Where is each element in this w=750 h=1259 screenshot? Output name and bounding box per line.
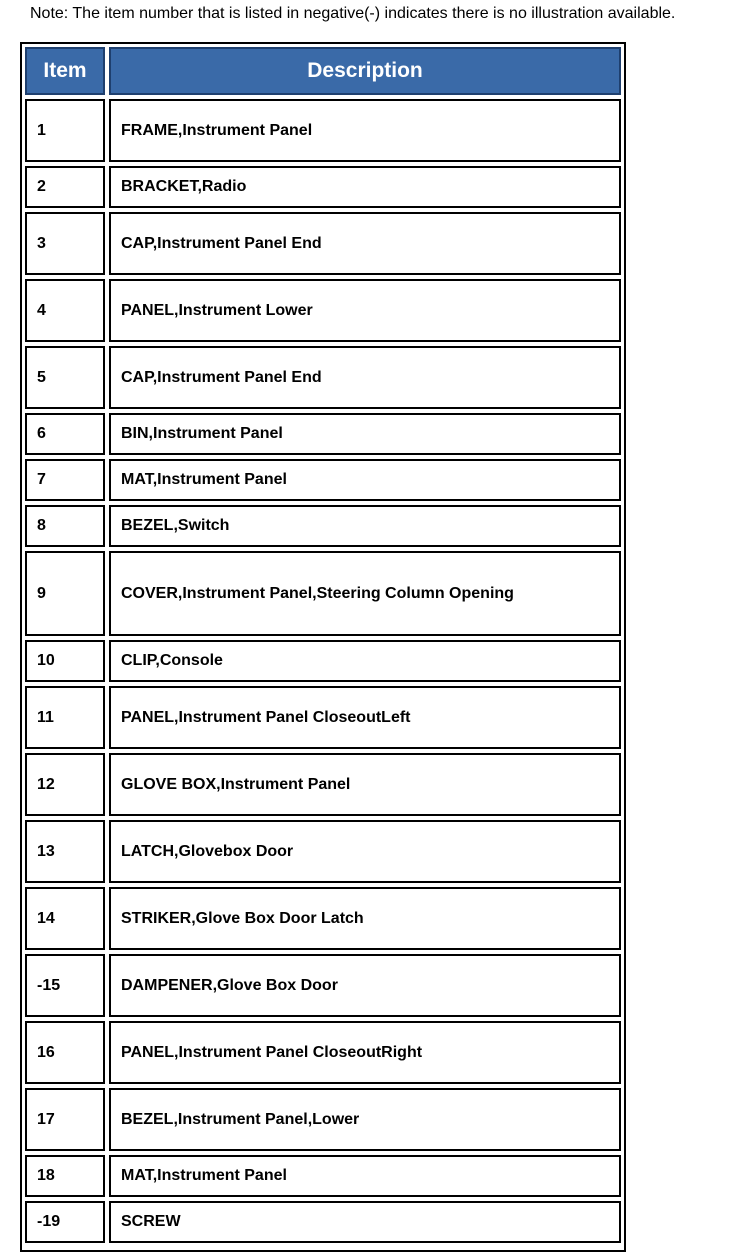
item-number-cell: -15 <box>25 954 105 1017</box>
description-cell: PANEL,Instrument Lower <box>109 279 621 342</box>
parts-table-body <box>25 99 621 1243</box>
table-row <box>25 686 621 749</box>
description-cell: CAP,Instrument Panel End <box>109 346 621 409</box>
item-number-cell: 3 <box>25 212 105 275</box>
column-header-item: Item <box>25 47 105 95</box>
parts-table <box>21 43 625 1247</box>
table-row <box>25 954 621 1017</box>
item-number-cell: 7 <box>25 459 105 501</box>
table-row <box>25 1201 621 1243</box>
table-row <box>25 1021 621 1084</box>
table-row <box>25 1088 621 1151</box>
item-number-cell: 13 <box>25 820 105 883</box>
description-cell: COVER,Instrument Panel,Steering Column Opening <box>109 551 621 636</box>
description-cell: LATCH,Glovebox Door <box>109 820 621 883</box>
description-cell: STRIKER,Glove Box Door Latch <box>109 887 621 950</box>
description-cell: CAP,Instrument Panel End <box>109 212 621 275</box>
table-row <box>25 1155 621 1197</box>
table-row <box>25 505 621 547</box>
table-row <box>25 887 621 950</box>
table-row <box>25 99 621 162</box>
table-row <box>25 166 621 208</box>
item-number-cell: -19 <box>25 1201 105 1243</box>
item-number-cell: 11 <box>25 686 105 749</box>
illustration-note: Note: The item number that is listed in negative(-) indicates there is no illustration available. <box>30 5 676 22</box>
table-row <box>25 413 621 455</box>
table-row <box>25 212 621 275</box>
item-number-cell: 18 <box>25 1155 105 1197</box>
description-cell: PANEL,Instrument Panel CloseoutRight <box>109 1021 621 1084</box>
table-row <box>25 346 621 409</box>
item-number-cell: 17 <box>25 1088 105 1151</box>
description-cell: PANEL,Instrument Panel CloseoutLeft <box>109 686 621 749</box>
table-header-row <box>25 47 621 95</box>
table-row <box>25 459 621 501</box>
description-cell: BEZEL,Instrument Panel,Lower <box>109 1088 621 1151</box>
table-row <box>25 640 621 682</box>
table-row <box>25 551 621 636</box>
description-cell: CLIP,Console <box>109 640 621 682</box>
table-row <box>25 820 621 883</box>
item-number-cell: 9 <box>25 551 105 636</box>
item-number-cell: 16 <box>25 1021 105 1084</box>
description-cell: FRAME,Instrument Panel <box>109 99 621 162</box>
description-cell: GLOVE BOX,Instrument Panel <box>109 753 621 816</box>
item-number-cell: 8 <box>25 505 105 547</box>
item-number-cell: 14 <box>25 887 105 950</box>
table-row <box>25 753 621 816</box>
description-cell: DAMPENER,Glove Box Door <box>109 954 621 1017</box>
description-cell: BIN,Instrument Panel <box>109 413 621 455</box>
description-cell: MAT,Instrument Panel <box>109 459 621 501</box>
item-number-cell: 1 <box>25 99 105 162</box>
description-cell: MAT,Instrument Panel <box>109 1155 621 1197</box>
description-cell: BRACKET,Radio <box>109 166 621 208</box>
item-number-cell: 6 <box>25 413 105 455</box>
description-cell: SCREW <box>109 1201 621 1243</box>
item-number-cell: 5 <box>25 346 105 409</box>
item-number-cell: 2 <box>25 166 105 208</box>
item-number-cell: 4 <box>25 279 105 342</box>
item-number-cell: 12 <box>25 753 105 816</box>
parts-table-container <box>20 42 626 1252</box>
item-number-cell: 10 <box>25 640 105 682</box>
column-header-description: Description <box>109 47 621 95</box>
table-row <box>25 279 621 342</box>
description-cell: BEZEL,Switch <box>109 505 621 547</box>
